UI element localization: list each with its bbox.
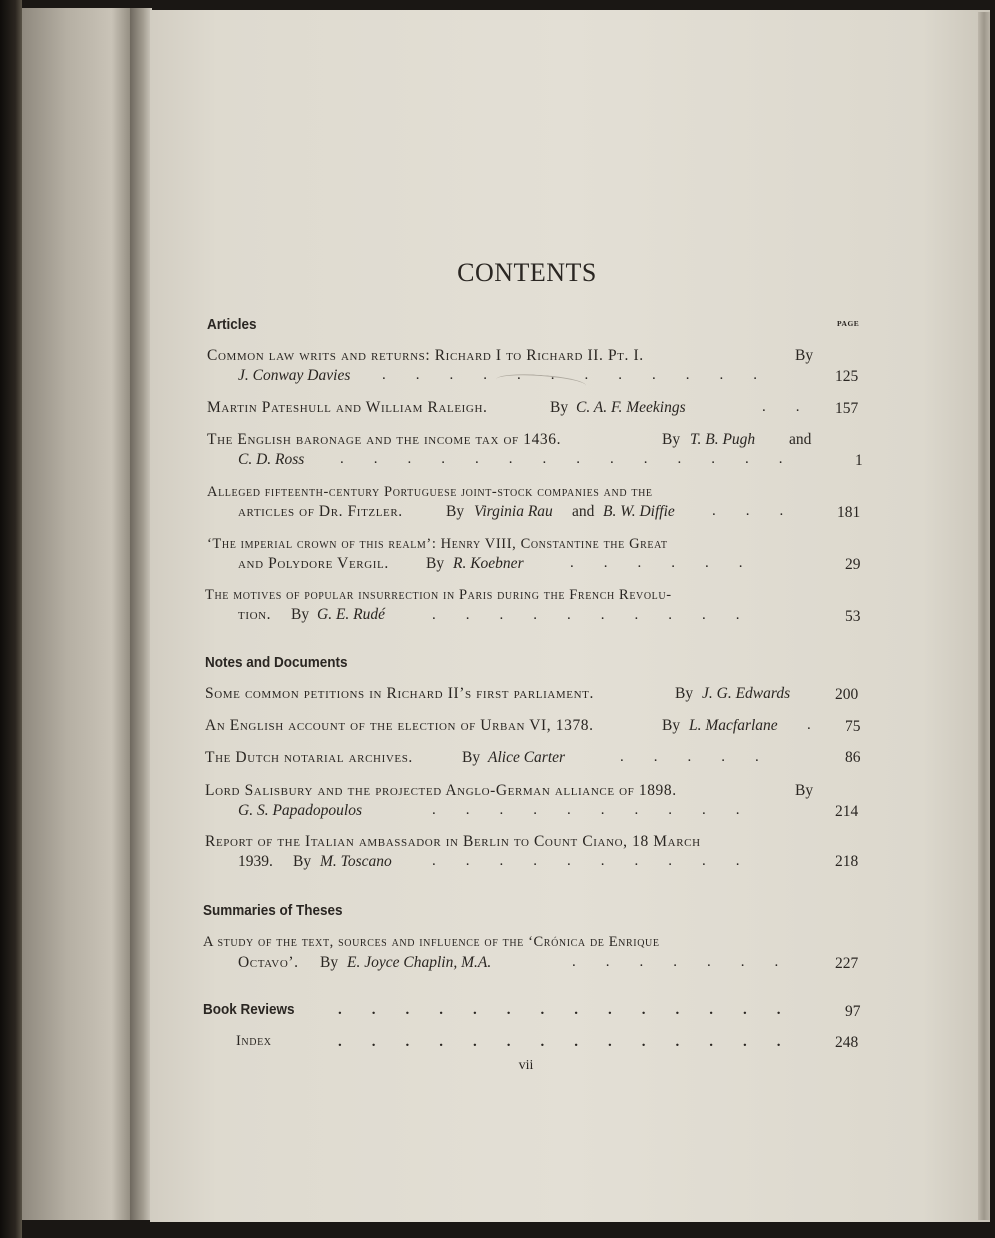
entry-author: C. A. F. Meekings	[576, 399, 686, 416]
entry-by: By	[675, 685, 694, 702]
section-heading-notes: Notes and Documents	[205, 654, 348, 671]
page-column-header: PAGE	[837, 319, 860, 328]
dot-leader: . .	[762, 399, 800, 415]
entry-author: T. B. Pugh	[690, 431, 756, 448]
entry-author: Alice Carter	[488, 749, 566, 766]
dot-leader: . . . . . . .	[572, 954, 779, 970]
page-number: 157	[835, 400, 859, 417]
entry-title: An English account of the election of Urban VI, 1378.	[205, 717, 594, 734]
page-number: 214	[835, 803, 859, 820]
entry-author: M. Toscano	[320, 853, 392, 870]
dot-leader: . . .	[712, 503, 784, 519]
entry-title: The Dutch notarial archives.	[205, 749, 413, 766]
entry-title: Lord Salisbury and the projected Anglo-German alliance of 1898.	[205, 782, 677, 799]
entry-by: By	[426, 555, 445, 572]
entry-and: and	[789, 431, 812, 448]
section-heading-theses: Summaries of Theses	[203, 902, 343, 919]
dot-leader: . . . . . . . . . .	[432, 853, 740, 869]
page-number: 29	[845, 556, 861, 573]
page-number: 248	[835, 1034, 859, 1051]
entry-title-cont: 1939.	[238, 853, 273, 870]
entry-author: G. E. Rudé	[317, 606, 386, 623]
entry-title: The English baronage and the income tax of 1436.	[207, 431, 562, 448]
entry-title: Alleged fifteenth-century Portuguese joint-stock companies and the	[207, 484, 653, 500]
page-gutter	[130, 8, 152, 1220]
book-reviews-label: Book Reviews	[203, 1001, 295, 1018]
entry-by: By	[662, 717, 681, 734]
entry-by: By	[291, 606, 310, 623]
entry-author: B. W. Diffie	[603, 503, 675, 520]
page-number: 125	[835, 368, 859, 385]
page-number: 227	[835, 955, 859, 972]
entry-and: and	[572, 503, 595, 520]
page-number: 1	[855, 452, 863, 469]
left-page-edge	[22, 8, 134, 1220]
entry-author: E. Joyce Chaplin, M.A.	[347, 954, 492, 971]
entry-by: By	[446, 503, 465, 520]
page-number: 97	[845, 1003, 861, 1020]
entry-author: G. S. Papadopoulos	[238, 802, 362, 819]
entry-title: Report of the Italian ambassador in Berlin to Count Ciano, 18 March	[205, 833, 701, 850]
entry-author: C. D. Ross	[238, 451, 305, 468]
page-number: 53	[845, 608, 861, 625]
entry-by: By	[550, 399, 569, 416]
dot-leader: . . . . . . . . . .	[432, 802, 740, 818]
dot-leader: . . . . .	[620, 749, 759, 765]
entry-author: J. Conway Davies	[238, 367, 351, 384]
dot-leader: . . . . . . . . . . . .	[382, 367, 757, 383]
dot-leader: .	[807, 717, 811, 733]
entry-by: By	[462, 749, 481, 766]
dot-leader: . . . . . .	[570, 555, 743, 571]
page-number: 75	[845, 718, 861, 735]
entry-title: Common law writs and returns: Richard I to Richard II. Pt. I.	[207, 347, 644, 364]
index-label: Index	[236, 1033, 272, 1049]
book-spine	[0, 0, 22, 1238]
entry-title: Martin Pateshull and William Raleigh.	[207, 399, 488, 416]
page-number: 200	[835, 686, 859, 703]
entry-by: By	[320, 954, 339, 971]
page-folio: vii	[518, 1058, 534, 1073]
dot-leader: . . . . . . . . . . . . . .	[338, 1002, 781, 1018]
entry-by: By	[795, 347, 814, 364]
page-number: 86	[845, 749, 861, 766]
entry-title: A study of the text, sources and influence of the ‘Crónica de Enrique	[203, 934, 660, 950]
page-edge	[978, 12, 990, 1220]
dot-leader: . . . . . . . . . .	[432, 607, 740, 623]
entry-title-cont: tion.	[238, 606, 272, 623]
entry-title-cont: and Polydore Vergil.	[238, 555, 389, 572]
entry-title-cont: Octavo’.	[238, 954, 299, 971]
entry-author: J. G. Edwards	[702, 685, 791, 702]
entry-title: ‘The imperial crown of this realm’: Henry VIII, Constantine the Great	[207, 536, 668, 552]
page-title: CONTENTS	[457, 258, 597, 287]
dot-leader: . . . . . . . . . . . . . .	[340, 451, 783, 467]
entry-by: By	[795, 782, 814, 799]
entry-author: R. Koebner	[453, 555, 524, 572]
entry-author: L. Macfarlane	[689, 717, 778, 734]
entry-by: By	[293, 853, 312, 870]
page-number: 181	[837, 504, 861, 521]
dot-leader: . . . . . . . . . . . . . .	[338, 1034, 781, 1050]
entry-by: By	[662, 431, 681, 448]
entry-title: Some common petitions in Richard II’s first parliament.	[205, 685, 594, 702]
section-heading-articles: Articles	[207, 316, 257, 333]
page-number: 218	[835, 853, 859, 870]
entry-title: The motives of popular insurrection in Paris during the French Revolu-	[205, 587, 672, 603]
entry-title-cont: articles of Dr. Fitzler.	[238, 503, 403, 520]
entry-author: Virginia Rau	[474, 503, 553, 520]
